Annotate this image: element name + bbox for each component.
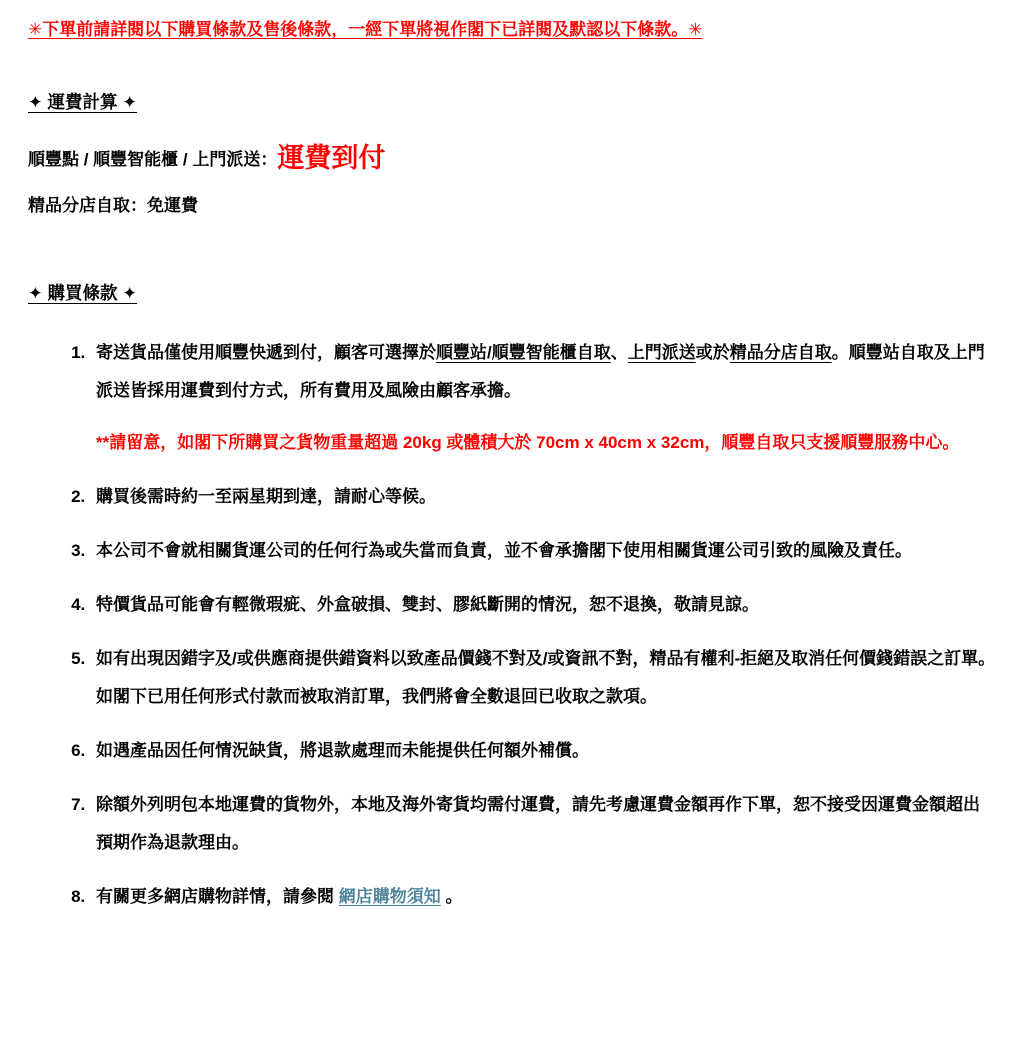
term-item-6 — [90, 732, 996, 770]
store-pickup-line: 精品分店自取：免運費 — [28, 195, 198, 215]
shipping-section-title: ✦ 運費計算 ✦ — [28, 92, 138, 113]
term-1-part2: 、 — [610, 343, 628, 363]
term-item-4-text: 4. 特價貨品可能會有輕微瑕疵、外盒破損、雙封、膠紙斷開的情況，恕不退換，敬請見諒。 — [96, 595, 759, 615]
term-item-7 — [90, 786, 996, 862]
term-1-underline-store: 精品分店自取 — [729, 343, 832, 363]
term-item-8 — [90, 878, 996, 916]
header-warning: ✳下單前請詳閱以下購買條款及售後條款，一經下單將視作閣下已詳閱及默認以下條款。✳ — [28, 20, 703, 39]
shopping-guide-link[interactable]: 網店購物須知 — [338, 887, 441, 907]
term-1-part3: 或於 — [695, 343, 730, 363]
term-item-1-note: **請留意，如閣下所購買之貨物重量超過 20kg 或體積大於 70cm x 40cm x 32cm，順豐自取只支援順豐服務中心。 — [96, 433, 960, 453]
terms-section-title: ✦ 購買條款 ✦ — [28, 282, 138, 303]
term-item-6-text: 6. 如遇產品因任何情況缺貨，將退款處理而未能提供任何額外補償。 — [96, 741, 589, 761]
term-item-3 — [90, 532, 996, 570]
term-item-1 — [90, 334, 996, 462]
term-item-8-text — [96, 878, 996, 916]
shipping-fee-highlight: 運費到付 — [277, 142, 386, 173]
term-1-part1: 寄送貨品僅使用順豐快遞到付，顧客可選擇於 — [96, 343, 436, 363]
shipping-method-prefix: 順豐點 / 順豐智能櫃 / 上門派送： — [28, 149, 278, 169]
term-item-2 — [90, 478, 996, 516]
term-1-underline-pickup: 順豐站/順豐智能櫃自取 — [436, 343, 611, 363]
term-item-3-text: 3. 本公司不會就相關貨運公司的任何行為或失當而負責，並不會承擔閣下使用相關貨運公司引致的風險及責任。 — [96, 541, 912, 561]
term-8-suffix: 。 — [440, 887, 463, 907]
terms-list — [28, 334, 996, 916]
term-item-1-text — [96, 334, 996, 410]
term-item-5 — [90, 640, 996, 716]
term-item-5-text: 5. 如有出現因錯字及/或供應商提供錯資料以致產品價錢不對及/或資訊不對，精品有權利-拒絕及取消任何價錢錯誤之訂單。如閣下已用任何形式付款而被取消訂單，我們將會全數退回已收取之款項。 — [96, 649, 996, 707]
term-1-part4: 。順豐站自取及上門派送皆採用運費到付方式，所有費用及風險由顧客承擔。 — [96, 343, 985, 401]
term-item-7-text: 7. 除額外列明包本地運費的貨物外，本地及海外寄貨均需付運費，請先考慮運費金額再作下單，恕不接受因運費金額超出預期作為退款理由。 — [96, 795, 980, 853]
term-item-4 — [90, 586, 996, 624]
term-item-2-text: 2. 購買後需時約一至兩星期到達，請耐心等候。 — [96, 487, 436, 507]
term-1-underline-delivery: 上門派送 — [627, 343, 696, 363]
shipping-method-line — [28, 140, 996, 178]
term-8-prefix: 有關更多網店購物詳情，請參閱 — [96, 887, 339, 907]
